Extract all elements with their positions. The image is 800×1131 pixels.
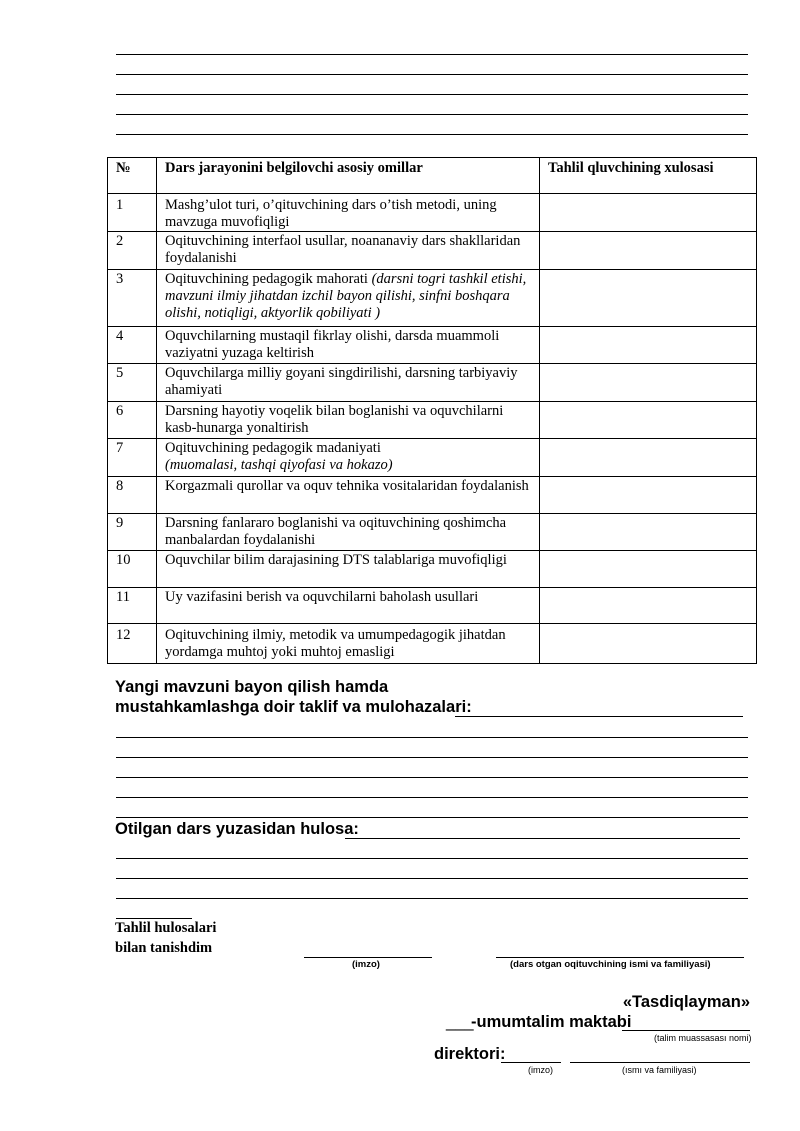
header-number: № bbox=[108, 158, 157, 194]
row-factor-text: Darsning hayotiy voqelik bilan boglanishi va oquvchilarni kasb-hunarga yonaltirish bbox=[165, 403, 504, 436]
blank-line bbox=[116, 94, 748, 95]
row-conclusion-cell[interactable] bbox=[540, 232, 757, 270]
proposals-blank-line[interactable] bbox=[116, 757, 748, 758]
row-factor bbox=[157, 551, 540, 588]
row-factor-note: (darsni togri tashkil etishi, mavzuni ilmiy jihatdan izchil bayon qilishi, sinfni boshqara olishi, notiqligi, aktyorlik qobiliyati ) bbox=[165, 271, 527, 321]
school-name-hint: (talim muassasası nomi) bbox=[654, 1033, 752, 1043]
table-row bbox=[108, 439, 757, 477]
row-number: 10 bbox=[108, 551, 157, 588]
row-factor-note: (muomalasi, tashqi qiyofasi va hokazo) bbox=[165, 457, 393, 473]
school-name-label: -umumtalim maktabi bbox=[471, 1013, 632, 1031]
row-factor bbox=[157, 477, 540, 514]
row-factor-text: Darsning fanlararo boglanishi va oqituvchining qoshimcha manbalardan foydalanishi bbox=[165, 515, 507, 548]
conclusion-short-line[interactable] bbox=[116, 918, 192, 919]
approval-title: «Tasdiqlayman» bbox=[622, 993, 750, 1011]
director-name-line[interactable] bbox=[570, 1062, 750, 1063]
proposals-blank-line[interactable] bbox=[116, 797, 748, 798]
acquainted-label-line1: Tahlil hulosalari bbox=[115, 920, 217, 936]
row-factor bbox=[157, 439, 540, 477]
row-number: 4 bbox=[108, 327, 157, 364]
table-body bbox=[108, 194, 757, 664]
row-conclusion-cell[interactable] bbox=[540, 514, 757, 551]
row-factor bbox=[157, 327, 540, 364]
row-number: 8 bbox=[108, 477, 157, 514]
row-factor bbox=[157, 402, 540, 439]
row-number: 3 bbox=[108, 270, 157, 327]
table-header-row bbox=[108, 158, 757, 194]
table-row bbox=[108, 194, 757, 232]
proposals-heading-line2: mustahkamlashga doir taklif va mulohazalari: bbox=[115, 698, 472, 716]
row-conclusion-cell[interactable] bbox=[540, 551, 757, 588]
proposals-blank-line[interactable] bbox=[116, 777, 748, 778]
table-row bbox=[108, 624, 757, 664]
row-factor bbox=[157, 232, 540, 270]
row-conclusion-cell[interactable] bbox=[540, 588, 757, 624]
teacher-name-hint: (dars otgan oqituvchining ismi va familiyasi) bbox=[510, 959, 711, 970]
header-conclusion: Tahlil qluvchining xulosasi bbox=[540, 158, 757, 194]
table-row bbox=[108, 588, 757, 624]
table-row bbox=[108, 477, 757, 514]
row-conclusion-cell[interactable] bbox=[540, 270, 757, 327]
conclusion-input-line[interactable] bbox=[345, 838, 740, 839]
proposals-blank-line[interactable] bbox=[116, 737, 748, 738]
row-conclusion-cell[interactable] bbox=[540, 364, 757, 402]
teacher-signature-line[interactable] bbox=[304, 957, 432, 958]
school-name-line[interactable] bbox=[622, 1030, 750, 1031]
row-factor-text: Oqituvchining interfaol usullar, noananaviy dars shakllaridan foydalanishi bbox=[165, 233, 521, 266]
director-signature-hint: (imzo) bbox=[528, 1065, 553, 1075]
row-number: 9 bbox=[108, 514, 157, 551]
teacher-signature-hint: (imzo) bbox=[352, 959, 380, 970]
table-row bbox=[108, 402, 757, 439]
row-conclusion-cell[interactable] bbox=[540, 477, 757, 514]
row-factor bbox=[157, 270, 540, 327]
header-factors: Dars jarayonini belgilovchi asosiy omillar bbox=[157, 158, 540, 194]
row-conclusion-cell[interactable] bbox=[540, 327, 757, 364]
proposals-input-line[interactable] bbox=[455, 716, 743, 717]
table-row bbox=[108, 364, 757, 402]
row-factor bbox=[157, 364, 540, 402]
blank-line bbox=[116, 74, 748, 75]
conclusion-blank-line[interactable] bbox=[116, 898, 748, 899]
row-number: 12 bbox=[108, 624, 157, 664]
school-prefix: ___ bbox=[446, 1013, 474, 1031]
row-conclusion-cell[interactable] bbox=[540, 439, 757, 477]
table-row bbox=[108, 232, 757, 270]
row-factor-text: Oquvchilarning mustaqil fikrlay olishi, darsda muammoli vaziyatni yuzaga keltirish bbox=[165, 328, 500, 361]
teacher-name-line[interactable] bbox=[496, 957, 744, 958]
row-factor bbox=[157, 514, 540, 551]
row-factor-text: Korgazmali qurollar va oquv tehnika vositalaridan foydalanish bbox=[165, 478, 529, 494]
conclusion-blank-line[interactable] bbox=[116, 878, 748, 879]
row-factor-text: Uy vazifasini berish va oquvchilarni baholash usullari bbox=[165, 589, 479, 605]
table-row bbox=[108, 270, 757, 327]
row-factor-text: Oqituvchining pedagogik madaniyati bbox=[165, 440, 381, 456]
director-signature-line[interactable] bbox=[501, 1062, 561, 1063]
row-factor bbox=[157, 194, 540, 232]
proposals-blank-line[interactable] bbox=[116, 817, 748, 818]
row-factor-text: Oquvchilarga milliy goyani singdirilishi, darsning tarbiyaviy ahamiyati bbox=[165, 365, 518, 398]
row-number: 1 bbox=[108, 194, 157, 232]
table-row bbox=[108, 514, 757, 551]
table-row bbox=[108, 551, 757, 588]
conclusion-label: Otilgan dars yuzasidan hulosa: bbox=[115, 820, 359, 838]
row-conclusion-cell[interactable] bbox=[540, 624, 757, 664]
proposals-heading-line1: Yangi mavzuni bayon qilish hamda bbox=[115, 678, 389, 696]
row-number: 11 bbox=[108, 588, 157, 624]
row-number: 7 bbox=[108, 439, 157, 477]
row-factor bbox=[157, 588, 540, 624]
director-name-hint: (ısmı va familiyasi) bbox=[622, 1065, 697, 1075]
row-factor-text: Oquvchilar bilim darajasining DTS talablariga muvofiqligi bbox=[165, 552, 507, 568]
row-conclusion-cell[interactable] bbox=[540, 402, 757, 439]
blank-line bbox=[116, 54, 748, 55]
row-number: 6 bbox=[108, 402, 157, 439]
director-label: direktori: bbox=[434, 1045, 506, 1063]
row-factor bbox=[157, 624, 540, 664]
row-conclusion-cell[interactable] bbox=[540, 194, 757, 232]
blank-line bbox=[116, 134, 748, 135]
conclusion-blank-line[interactable] bbox=[116, 858, 748, 859]
table-row bbox=[108, 327, 757, 364]
row-factor-text: Mashg’ulot turi, o’qituvchining dars o’tish metodi, uning mavzuga muvofiqligi bbox=[165, 197, 497, 230]
row-factor-text: Oqituvchining pedagogik mahorati bbox=[165, 271, 372, 287]
row-number: 5 bbox=[108, 364, 157, 402]
blank-line bbox=[116, 114, 748, 115]
row-factor-text: Oqituvchining ilmiy, metodik va umumpedagogik jihatdan yordamga muhtoj yoki muhtoj emasligi bbox=[165, 627, 506, 660]
row-number: 2 bbox=[108, 232, 157, 270]
evaluation-table bbox=[107, 157, 757, 664]
acquainted-label-line2: bilan tanishdim bbox=[115, 940, 213, 956]
